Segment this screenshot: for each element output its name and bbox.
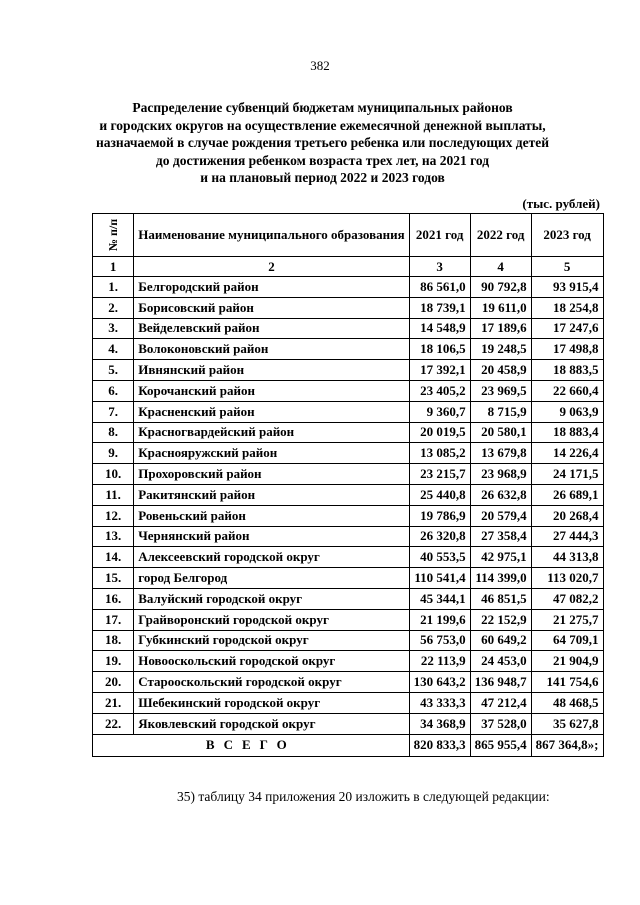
value-2021: 86 561,0 — [409, 277, 470, 298]
table-row — [93, 464, 604, 485]
value-2022: 26 632,8 — [470, 484, 531, 505]
value-2023: 9 063,9 — [531, 401, 603, 422]
row-number: 14. — [93, 547, 134, 568]
value-2023: 17 498,8 — [531, 339, 603, 360]
value-2021: 56 753,0 — [409, 630, 470, 651]
value-2022: 46 851,5 — [470, 588, 531, 609]
table-body — [93, 277, 604, 735]
value-2023: 47 082,2 — [531, 588, 603, 609]
table-header-row — [93, 214, 604, 257]
row-number: 22. — [93, 713, 134, 734]
table-row — [93, 692, 604, 713]
document-title — [60, 99, 585, 187]
municipality-name: город Белгород — [134, 568, 409, 589]
table-row — [93, 380, 604, 401]
value-2022: 20 458,9 — [470, 360, 531, 381]
index-cell: 2 — [134, 257, 409, 277]
value-2021: 45 344,1 — [409, 588, 470, 609]
value-2021: 34 368,9 — [409, 713, 470, 734]
value-2021: 23 405,2 — [409, 380, 470, 401]
value-2022: 13 679,8 — [470, 443, 531, 464]
value-2023: 20 268,4 — [531, 505, 603, 526]
value-2023: 17 247,6 — [531, 318, 603, 339]
index-cell: 1 — [93, 257, 134, 277]
value-2021: 18 106,5 — [409, 339, 470, 360]
value-2023: 44 313,8 — [531, 547, 603, 568]
municipality-name: Белгородский район — [134, 277, 409, 298]
title-line: до достижения ребенком возраста трех лет, на 2021 год — [155, 152, 490, 168]
header-2022: 2022 год — [470, 214, 531, 257]
value-2021: 9 360,7 — [409, 401, 470, 422]
row-number: 4. — [93, 339, 134, 360]
value-2022: 19 248,5 — [470, 339, 531, 360]
value-2022: 17 189,6 — [470, 318, 531, 339]
value-2023: 18 883,4 — [531, 422, 603, 443]
row-number: 16. — [93, 588, 134, 609]
row-number: 13. — [93, 526, 134, 547]
value-2022: 37 528,0 — [470, 713, 531, 734]
value-2021: 40 553,5 — [409, 547, 470, 568]
title-line: Распределение субвенций бюджетам муниципальных районов — [132, 100, 513, 115]
total-label: ВСЕГО — [93, 734, 410, 756]
header-2021: 2021 год — [409, 214, 470, 257]
units-label: (тыс. рублей) — [522, 196, 600, 211]
value-2021: 14 548,9 — [409, 318, 470, 339]
value-2023: 14 226,4 — [531, 443, 603, 464]
table-row — [93, 277, 604, 298]
value-2021: 18 739,1 — [409, 297, 470, 318]
municipality-name: Волоконовский район — [134, 339, 409, 360]
row-number: 2. — [93, 297, 134, 318]
municipality-name: Ивнянский район — [134, 360, 409, 381]
value-2022: 47 212,4 — [470, 692, 531, 713]
total-2022: 865 955,4 — [470, 734, 531, 756]
total-2021: 820 833,3 — [409, 734, 470, 756]
table-row — [93, 568, 604, 589]
value-2023: 18 883,5 — [531, 360, 603, 381]
value-2021: 43 333,3 — [409, 692, 470, 713]
value-2023: 64 709,1 — [531, 630, 603, 651]
value-2021: 23 215,7 — [409, 464, 470, 485]
total-2023: 867 364,8»; — [531, 734, 603, 756]
title-line: и городских округов на осуществление ежемесячной денежной выплаты, — [99, 117, 546, 133]
value-2023: 21 275,7 — [531, 609, 603, 630]
row-number: 7. — [93, 401, 134, 422]
value-2022: 23 968,9 — [470, 464, 531, 485]
municipality-name: Борисовский район — [134, 297, 409, 318]
table-row — [93, 526, 604, 547]
value-2023: 48 468,5 — [531, 692, 603, 713]
table-row — [93, 422, 604, 443]
municipality-name: Яковлевский городской округ — [134, 713, 409, 734]
index-cell: 4 — [470, 257, 531, 277]
municipality-name: Корочанский район — [134, 380, 409, 401]
value-2022: 20 580,1 — [470, 422, 531, 443]
value-2021: 13 085,2 — [409, 443, 470, 464]
municipality-name: Вейделевский район — [134, 318, 409, 339]
value-2023: 24 171,5 — [531, 464, 603, 485]
value-2023: 113 020,7 — [531, 568, 603, 589]
table-row — [93, 588, 604, 609]
value-2021: 19 786,9 — [409, 505, 470, 526]
value-2022: 42 975,1 — [470, 547, 531, 568]
value-2021: 21 199,6 — [409, 609, 470, 630]
value-2023: 18 254,8 — [531, 297, 603, 318]
municipality-name: Грайворонский городской округ — [134, 609, 409, 630]
value-2021: 17 392,1 — [409, 360, 470, 381]
value-2021: 25 440,8 — [409, 484, 470, 505]
row-number: 18. — [93, 630, 134, 651]
table-row — [93, 401, 604, 422]
table-row — [93, 672, 604, 693]
value-2023: 21 904,9 — [531, 651, 603, 672]
value-2023: 141 754,6 — [531, 672, 603, 693]
value-2021: 110 541,4 — [409, 568, 470, 589]
table-index-row — [93, 257, 604, 277]
title-line: и на плановый период 2022 и 2023 годов — [200, 170, 445, 185]
value-2022: 136 948,7 — [470, 672, 531, 693]
row-number: 10. — [93, 464, 134, 485]
municipality-name: Старооскольский городской округ — [134, 672, 409, 693]
row-number: 3. — [93, 318, 134, 339]
municipality-name: Краснояружский район — [134, 443, 409, 464]
row-number: 8. — [93, 422, 134, 443]
value-2021: 22 113,9 — [409, 651, 470, 672]
value-2023: 22 660,4 — [531, 380, 603, 401]
table-row — [93, 505, 604, 526]
municipality-name: Шебекинский городской округ — [134, 692, 409, 713]
table-row — [93, 609, 604, 630]
row-number: 9. — [93, 443, 134, 464]
row-number: 15. — [93, 568, 134, 589]
header-name: Наименование муниципального образования — [134, 214, 409, 257]
value-2023: 35 627,8 — [531, 713, 603, 734]
municipality-name: Ровеньский район — [134, 505, 409, 526]
header-number: № п/п — [93, 214, 134, 257]
row-number: 6. — [93, 380, 134, 401]
table-row — [93, 651, 604, 672]
municipality-name: Красненский район — [134, 401, 409, 422]
table-row — [93, 360, 604, 381]
index-cell: 3 — [409, 257, 470, 277]
row-number: 21. — [93, 692, 134, 713]
value-2022: 8 715,9 — [470, 401, 531, 422]
row-number: 1. — [93, 277, 134, 298]
title-line: назначаемой в случае рождения третьего ребенка или последующих детей — [95, 135, 550, 150]
header-2023: 2023 год — [531, 214, 603, 257]
value-2021: 26 320,8 — [409, 526, 470, 547]
row-number: 20. — [93, 672, 134, 693]
value-2022: 22 152,9 — [470, 609, 531, 630]
value-2022: 60 649,2 — [470, 630, 531, 651]
value-2022: 23 969,5 — [470, 380, 531, 401]
table-row — [93, 443, 604, 464]
row-number: 19. — [93, 651, 134, 672]
value-2022: 20 579,4 — [470, 505, 531, 526]
value-2023: 27 444,3 — [531, 526, 603, 547]
municipality-name: Чернянский район — [134, 526, 409, 547]
value-2023: 26 689,1 — [531, 484, 603, 505]
value-2022: 114 399,0 — [470, 568, 531, 589]
total-row — [93, 734, 604, 756]
table-row — [93, 630, 604, 651]
table-row — [93, 339, 604, 360]
municipality-name: Прохоровский район — [134, 464, 409, 485]
table-row — [93, 713, 604, 734]
value-2022: 27 358,4 — [470, 526, 531, 547]
index-cell: 5 — [531, 257, 603, 277]
row-number: 12. — [93, 505, 134, 526]
value-2023: 93 915,4 — [531, 277, 603, 298]
table-row — [93, 318, 604, 339]
row-number: 17. — [93, 609, 134, 630]
footer-text: 35) таблицу 34 приложения 20 изложить в следующей редакции: — [177, 789, 550, 804]
value-2021: 130 643,2 — [409, 672, 470, 693]
municipality-name: Ракитянский район — [134, 484, 409, 505]
value-2021: 20 019,5 — [409, 422, 470, 443]
table-row — [93, 547, 604, 568]
municipality-name: Алексеевский городской округ — [134, 547, 409, 568]
row-number: 11. — [93, 484, 134, 505]
table-row — [93, 484, 604, 505]
page-number: 382 — [310, 58, 330, 73]
municipality-name: Красногвардейский район — [134, 422, 409, 443]
value-2022: 90 792,8 — [470, 277, 531, 298]
value-2022: 19 611,0 — [470, 297, 531, 318]
subvention-table — [92, 213, 604, 757]
municipality-name: Валуйский городской округ — [134, 588, 409, 609]
value-2022: 24 453,0 — [470, 651, 531, 672]
row-number: 5. — [93, 360, 134, 381]
municipality-name: Губкинский городской округ — [134, 630, 409, 651]
municipality-name: Новооскольский городской округ — [134, 651, 409, 672]
table-row — [93, 297, 604, 318]
